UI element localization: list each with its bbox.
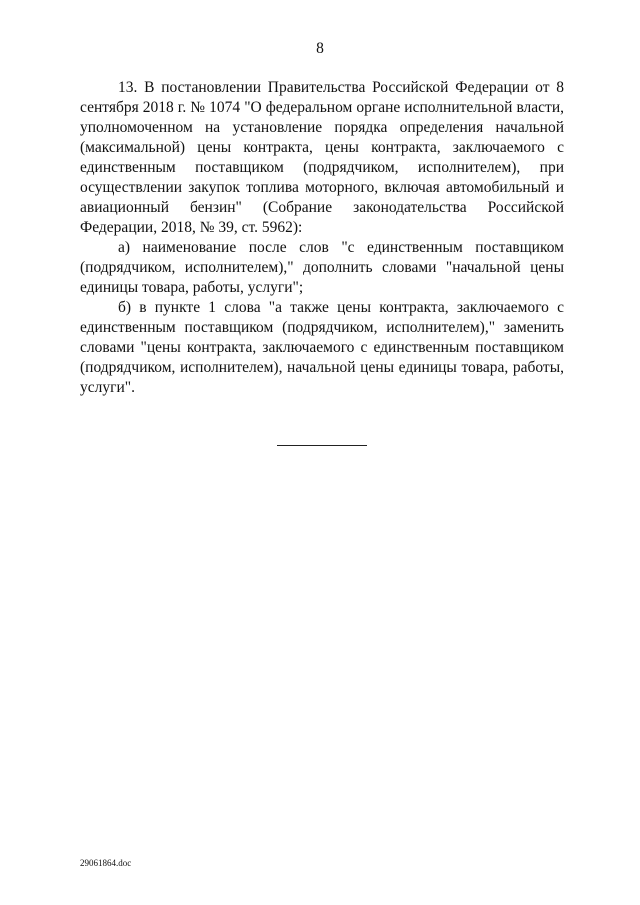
paragraph-13-a: а) наименование после слов "с единственным поставщиком (подрядчиком, исполнителем)," дополнить словами "начальной цены единицы товара, работы, услуги"; — [80, 239, 564, 296]
end-separator-line — [277, 445, 367, 446]
page-number: 8 — [316, 40, 324, 57]
document-body — [80, 78, 564, 398]
footer-doc-reference: 29061864.doc — [80, 858, 132, 868]
paragraph-13: 13. В постановлении Правительства Российской Федерации от 8 сентября 2018 г. № 1074 "О федеральном органе исполнительной власти, уполномоченном на установление порядка определения начальной (максимальной) цены контракта, цены контракта, заключаемого с единственным поставщиком (подрядчиком, исполнителем), при осуществлении закупок топлива моторного, включая автомобильный и авиационный бензин" (Собрание законодательства Российской Федерации, 2018, № 39, ст. 5962): — [80, 79, 564, 236]
paragraph-13-b: б) в пункте 1 слова "а также цены контракта, заключаемого с единственным поставщиком (подрядчиком, исполнителем)," заменить словами "цены контракта, заключаемого с единственным поставщиком (подрядчиком, исполнителем), начальной цены единицы товара, работы, услуги". — [80, 299, 564, 396]
